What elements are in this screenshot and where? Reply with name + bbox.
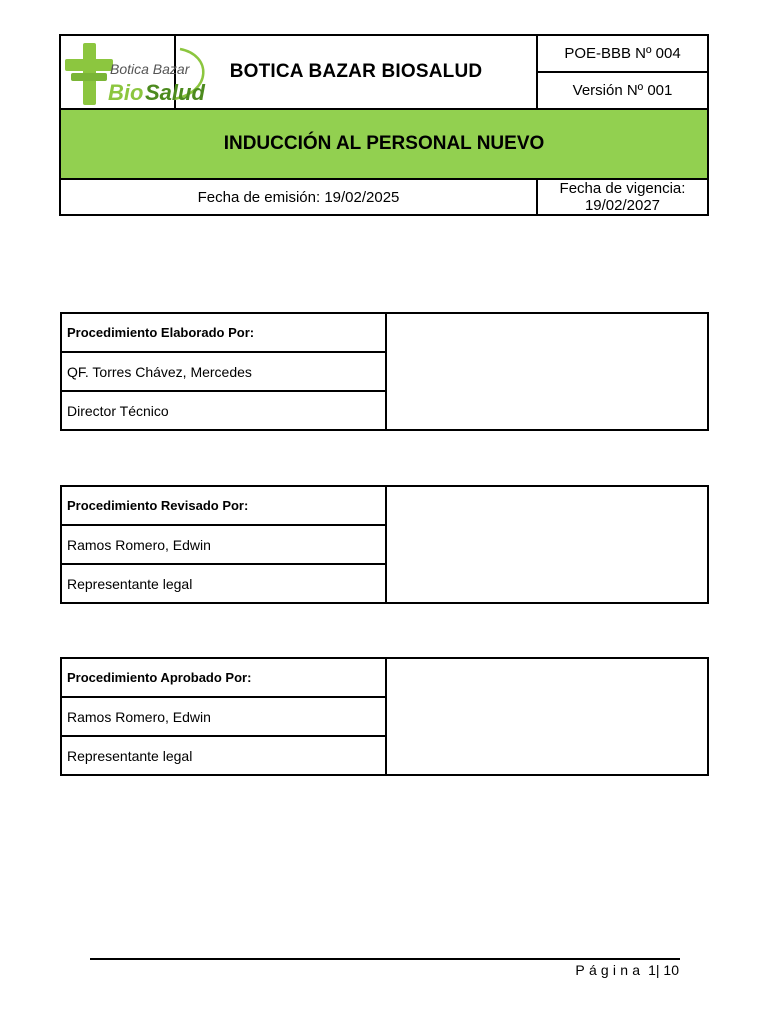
document-code: POE-BBB Nº 004 [537, 35, 708, 72]
signer-name: Ramos Romero, Edwin [61, 697, 386, 736]
signer-role: Representante legal [61, 736, 386, 775]
logo-line1: Botica Bazar [110, 61, 190, 77]
issue-date: Fecha de emisión: 19/02/2025 [60, 179, 537, 215]
signer-name: Ramos Romero, Edwin [61, 525, 386, 564]
signature-box [386, 486, 708, 603]
signature-block-elaborado [60, 312, 709, 431]
logo-cell [60, 35, 205, 109]
company-name: BOTICA BAZAR BIOSALUD [175, 35, 537, 109]
signature-box [386, 658, 708, 775]
page-total: 10 [663, 962, 679, 978]
signature-heading: Procedimiento Aprobado Por: [61, 658, 386, 697]
signer-role: Representante legal [61, 564, 386, 603]
signature-block-revisado [60, 485, 709, 604]
logo-bio: Bio [108, 80, 144, 105]
document-version: Versión Nº 001 [537, 72, 708, 109]
company-logo [62, 37, 212, 107]
document-title: INDUCCIÓN AL PERSONAL NUEVO [60, 109, 708, 179]
signer-role: Director Técnico [61, 391, 386, 430]
signature-heading: Procedimiento Revisado Por: [61, 486, 386, 525]
page-indicator [575, 962, 679, 978]
page-number: 1 [648, 962, 656, 978]
signer-name: QF. Torres Chávez, Mercedes [61, 352, 386, 391]
signature-block-aprobado [60, 657, 709, 776]
page-word: Página [575, 962, 645, 978]
valid-date: Fecha de vigencia: 19/02/2027 [537, 179, 708, 215]
footer-divider [90, 958, 680, 960]
document-header [59, 34, 709, 216]
signature-heading: Procedimiento Elaborado Por: [61, 313, 386, 352]
signature-box [386, 313, 708, 430]
page-separator: | [655, 962, 660, 978]
logo-salud: Salud [145, 80, 205, 105]
